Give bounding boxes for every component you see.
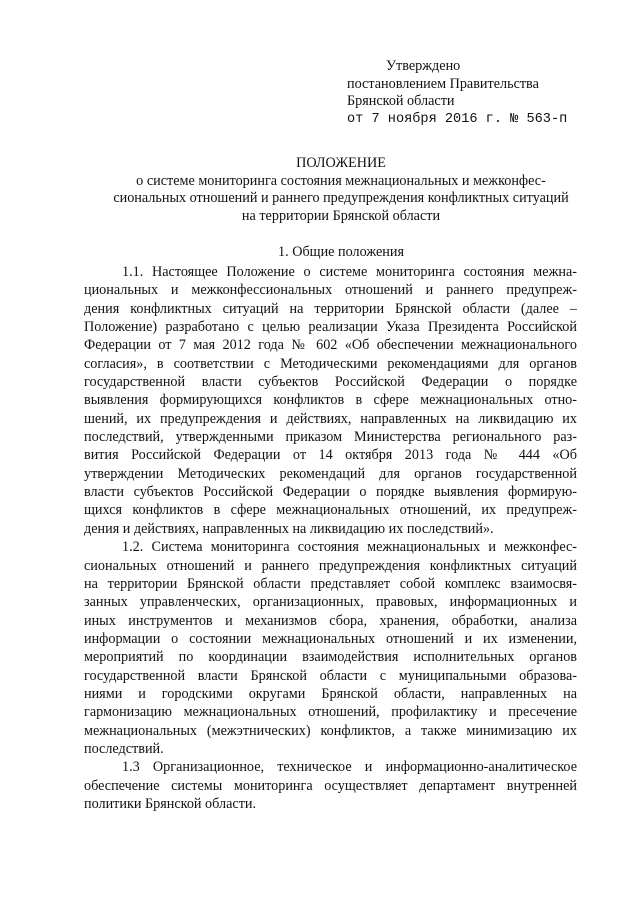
paragraph-line: государственной власти субъектов Российской Федерации о порядке	[84, 374, 577, 391]
approval-line-date-number: от 7 ноября 2016 г. № 563-п	[347, 111, 568, 127]
paragraph-line: дения и действиях, направленных на ликвидацию их последствий».	[84, 520, 494, 537]
paragraph-line: щихся конфликтов в сфере межнациональных отношений, их предупреж-	[84, 502, 577, 519]
paragraph-line: на территории Брянской области представляет собой комплекс взаимосвя-	[84, 575, 577, 592]
title-subtitle-line-3: на территории Брянской области	[241, 207, 441, 224]
paragraph-line: 1.2. Система мониторинга состояния межнациональных и межконфес-	[122, 539, 577, 556]
paragraph-line: 1.3 Организационное, техническое и информационно-аналитическое	[122, 759, 577, 776]
paragraph-line: Положение) разработано с целью реализации Указа Президента Российской	[84, 319, 577, 336]
approval-line-resolution: постановлением Правительства	[347, 75, 539, 92]
paragraph-line: циональных и межконфессиональных отношений и раннего предупреж-	[84, 282, 577, 299]
paragraph-line: последствий, утвержденными приказом Министерства регионального раз-	[84, 429, 577, 446]
paragraph-line: обеспечение системы мониторинга осуществляет департамент внутренней	[84, 777, 577, 794]
paragraph-line: согласия», в соответствии с Методическими рекомендациями для органов	[84, 355, 577, 372]
paragraph-line: гармонизацию межнациональных отношений, профилактику и пресечение	[84, 704, 577, 721]
paragraph-line: мероприятий по координации взаимодействия исполнительных органов	[84, 649, 577, 666]
paragraph-1-2	[84, 538, 577, 758]
paragraph-line: утверждении Методических рекомендаций для органов государственной	[84, 465, 577, 482]
paragraph-line: государственной власти Брянской области с муниципальными образова-	[84, 667, 577, 684]
paragraph-line: вития Российской Федерации от 14 октября 2013 года № 444 «Об	[84, 447, 577, 464]
paragraph-line: иных инструментов и механизмов сбора, хранения, обработки, анализа	[84, 612, 577, 629]
paragraph-line: политики Брянской области.	[84, 795, 257, 812]
paragraph-line: власти субъектов Российской Федерации о порядке выявления формирую-	[84, 484, 577, 501]
document-body	[84, 263, 577, 813]
paragraph-line: занных управленческих, организационных, правовых, информационных и	[84, 594, 577, 611]
section-heading: 1. Общие положения	[278, 244, 404, 260]
paragraph-line: шений, их предупреждения и действиях, направленных на ликвидацию их	[84, 410, 577, 427]
title-subtitle-line-2: сиональных отношений и раннего предупреждения конфликтных ситуаций	[113, 190, 569, 206]
approval-stamp	[347, 58, 607, 128]
title-subtitle-line-1: о системе мониторинга состояния межнациональных и межконфес-	[136, 172, 546, 189]
paragraph-1-1	[84, 263, 577, 538]
approval-line-approved: Утверждено	[386, 58, 461, 74]
paragraph-line: выявления формирующихся конфликтов в сфере межнациональных отно-	[84, 392, 577, 409]
paragraph-line: сиональных отношений и раннего предупреждения конфликтных ситуаций	[84, 557, 577, 574]
paragraph-line: дения конфликтных ситуаций на территории Брянской области (далее –	[84, 300, 577, 317]
document-title	[84, 155, 598, 225]
paragraph-line: Федерации от 7 мая 2012 года № 602 «Об обеспечении межнационального	[84, 337, 577, 354]
paragraph-line: ниями и городскими округами Брянской области, направленных на	[84, 685, 577, 702]
paragraph-line: информации о состоянии межнациональных отношений и их изменении,	[84, 630, 577, 647]
paragraph-line: 1.1. Настоящее Положение о системе мониторинга состояния межна-	[122, 264, 577, 280]
paragraph-line: межнациональных (межэтнических) конфликтов, а также минимизацию их	[84, 722, 577, 739]
paragraph-line: последствий.	[84, 740, 164, 757]
paragraph-1-3	[84, 758, 577, 813]
approval-line-region: Брянской области	[347, 93, 455, 109]
title-heading: ПОЛОЖЕНИЕ	[296, 155, 386, 171]
